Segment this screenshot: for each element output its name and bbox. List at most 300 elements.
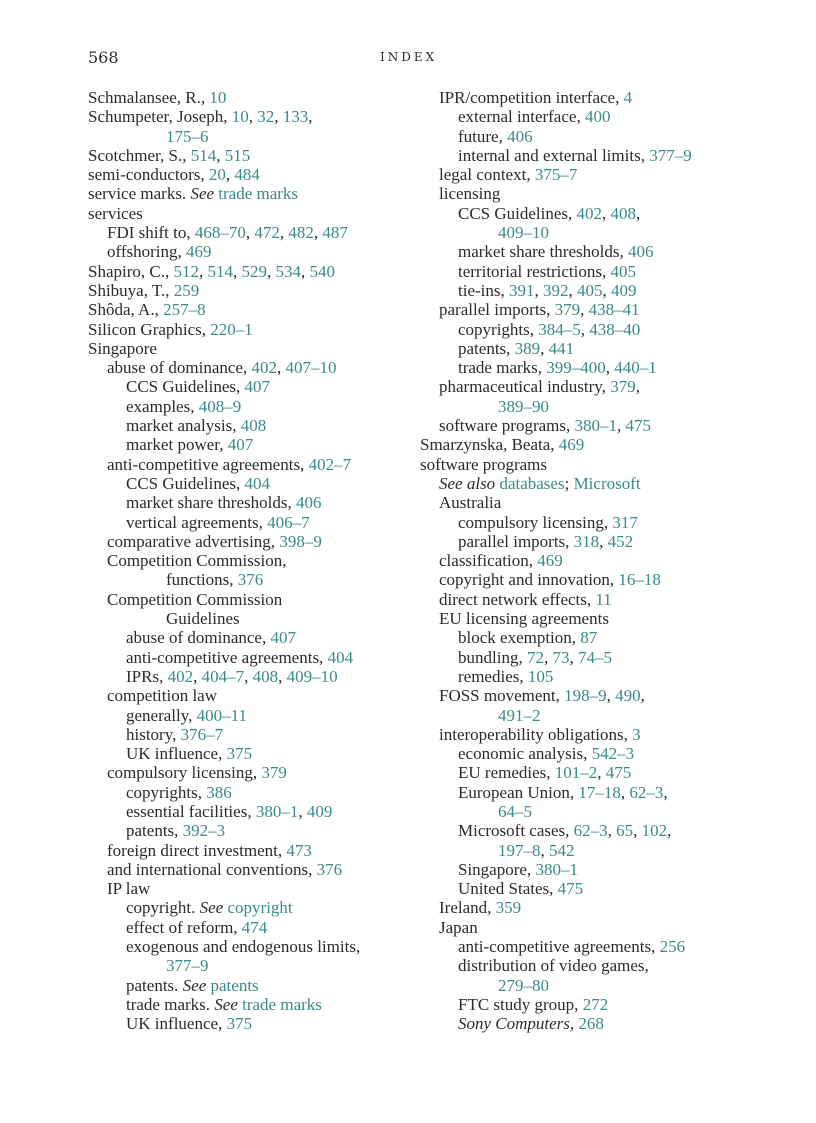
index-term: , [193, 666, 202, 686]
page-reference-link[interactable]: 377–9 [649, 145, 692, 165]
page-reference-link[interactable]: 72 [526, 647, 544, 667]
index-term: ; [564, 473, 574, 493]
index-subentry [420, 686, 750, 705]
index-subentry [88, 956, 418, 975]
page-reference-link[interactable]: 398–9 [279, 531, 322, 551]
page-reference-link[interactable]: 408 [610, 203, 637, 223]
page-reference-link[interactable]: 475 [625, 416, 651, 436]
index-entry [88, 300, 418, 319]
index-term: EU licensing agreements [439, 609, 609, 629]
index-term: copyrights, [458, 319, 539, 339]
page-reference-link[interactable]: 74–5 [577, 647, 612, 667]
index-subentry [420, 763, 750, 782]
index-term: , [605, 358, 615, 378]
index-subentry [88, 377, 418, 396]
index-term: , [580, 300, 589, 320]
index-term: patents, [126, 821, 183, 841]
page-reference-link[interactable]: 469 [558, 435, 585, 455]
index-term: Scotchmer, S., [88, 145, 191, 165]
index-entry [88, 107, 418, 126]
page-reference-link[interactable]: 490 [615, 686, 641, 706]
index-term: , [245, 223, 255, 243]
index-subentry [420, 300, 750, 319]
index-term: effect of reform, [126, 917, 242, 937]
index-term: patents. [126, 975, 183, 995]
index-subentry [420, 590, 750, 609]
index-term: , [617, 416, 626, 436]
page-reference-link[interactable]: 542–3 [591, 744, 635, 764]
page-reference-link[interactable]: 4 [623, 88, 633, 107]
index-term: , [606, 686, 616, 706]
page-reference-link[interactable]: 469 [537, 551, 563, 571]
index-term: UK influence, [126, 744, 227, 764]
index-term: market power, [126, 435, 228, 455]
index-term: , [308, 107, 313, 127]
index-term: , [620, 782, 630, 802]
page-reference-link[interactable]: 87 [580, 628, 598, 648]
page-reference-link[interactable]: 10 [231, 107, 249, 127]
index-subentry [420, 88, 750, 107]
index-term: copyright. [126, 898, 200, 918]
page-reference-link[interactable]: 491–2 [498, 705, 541, 725]
page-reference-link[interactable]: 408 [252, 666, 279, 686]
index-term: abuse of dominance, [107, 358, 252, 378]
index-term: , [543, 647, 553, 667]
page-number: 568 [88, 48, 119, 67]
page-reference-link[interactable]: 512 [173, 261, 199, 281]
index-subentry [88, 532, 418, 551]
index-subentry [420, 493, 750, 512]
index-subentry [420, 628, 750, 647]
page-reference-link[interactable]: 514 [190, 145, 217, 165]
index-column-right [420, 88, 750, 1034]
index-subentry [88, 995, 418, 1014]
index-term: copyrights, [126, 782, 207, 802]
index-term: anti-competitive agreements, [458, 937, 660, 957]
index-subentry [88, 821, 418, 840]
index-entry [88, 165, 418, 184]
index-subentry [420, 204, 750, 223]
index-subentry [420, 937, 750, 956]
page-header [88, 48, 728, 70]
index-term: compulsory licensing, [458, 512, 613, 532]
index-term: and international conventions, [107, 859, 317, 879]
page-reference-link[interactable]: 475 [605, 763, 632, 783]
index-term: classification, [439, 551, 538, 571]
page-reference-link[interactable]: 318 [573, 531, 600, 551]
index-term: FDI shift to, [107, 223, 195, 243]
index-subentry [88, 725, 418, 744]
index-subentry [88, 397, 418, 416]
page-reference-link[interactable]: 73 [552, 647, 570, 667]
page-reference-link[interactable]: 402 [251, 358, 277, 378]
page-reference-link[interactable]: 389–90 [498, 396, 549, 416]
index-subentry [88, 763, 418, 782]
page-reference-link[interactable]: 11 [595, 589, 612, 609]
index-subentry [88, 879, 418, 898]
index-term: , [279, 223, 289, 243]
index-subentry [420, 165, 750, 184]
page-reference-link[interactable]: 384–5 [538, 319, 581, 339]
index-subentry [88, 802, 418, 821]
index-term: service marks. [88, 184, 191, 204]
page-reference-link[interactable]: 484 [234, 165, 260, 185]
index-term: , [298, 801, 307, 821]
index-entry [88, 281, 418, 300]
page-reference-link[interactable]: 407 [270, 628, 296, 648]
index-term: , [599, 531, 608, 551]
index-term: , [597, 763, 606, 783]
index-term: functions, [166, 570, 238, 590]
page-reference-link[interactable]: 133 [282, 107, 309, 127]
index-term: , [568, 280, 577, 300]
page-reference-link[interactable]: 380–1 [255, 801, 299, 821]
page-reference-link[interactable]: 473 [286, 840, 312, 860]
page-reference-link[interactable]: 409 [611, 280, 637, 300]
page-reference-link[interactable]: 406 [627, 242, 654, 262]
page-reference-link[interactable]: 400 [584, 107, 611, 127]
index-term: FOSS movement, [439, 686, 565, 706]
page-reference-link[interactable]: 62–3 [629, 782, 664, 802]
index-subentry [88, 937, 418, 956]
page-reference-link[interactable]: 375 [226, 1014, 253, 1034]
page-reference-link[interactable]: 469 [186, 242, 212, 262]
page-reference-link[interactable]: 175–6 [166, 126, 209, 146]
index-subentry [88, 686, 418, 705]
index-entry [420, 435, 750, 454]
page-reference-link[interactable]: 515 [224, 145, 251, 165]
index-subentry [420, 976, 750, 995]
page-reference-link[interactable]: 220–1 [210, 319, 253, 339]
page-reference-link[interactable]: 407 [227, 435, 254, 455]
page-reference-link[interactable]: 452 [607, 531, 634, 551]
index-term: market analysis, [126, 416, 241, 436]
page-reference-link[interactable]: 379 [554, 300, 581, 320]
page-reference-link[interactable]: 472 [254, 223, 280, 243]
index-term: , [225, 165, 235, 185]
index-subentry [420, 474, 750, 493]
index-term: , [607, 821, 617, 841]
index-subentry [420, 146, 750, 165]
page-reference-link[interactable]: 409–10 [286, 666, 338, 686]
page-reference-link[interactable]: 487 [322, 223, 348, 243]
index-subentry [88, 841, 418, 860]
index-subentry [420, 744, 750, 763]
page-reference-link[interactable]: trade marks [242, 994, 322, 1014]
page-reference-link[interactable]: 375 [226, 744, 253, 764]
page-reference-link[interactable]: 272 [582, 994, 609, 1014]
index-term: block exemption, [458, 628, 581, 648]
index-term: legal context, [439, 165, 535, 185]
index-subentry [420, 1014, 750, 1033]
page-reference-link[interactable]: 391 [509, 280, 535, 300]
index-term: , [636, 203, 641, 223]
page-reference-link[interactable]: 407 [244, 377, 271, 397]
index-subentry [88, 590, 418, 609]
index-subentry [420, 339, 750, 358]
page-reference-link[interactable]: 529 [241, 261, 267, 281]
page-reference-link[interactable]: databases [499, 473, 565, 493]
index-term: comparative advertising, [107, 531, 280, 551]
page-reference-link[interactable]: 389 [514, 338, 541, 358]
index-term: , [663, 782, 668, 802]
index-term: examples, [126, 396, 199, 416]
index-term: , [534, 280, 543, 300]
index-term: , [602, 203, 611, 223]
page-reference-link[interactable]: 317 [612, 512, 638, 532]
cross-reference-label: Sony Computers [458, 1014, 570, 1034]
index-subentry [420, 320, 750, 339]
index-subentry [420, 879, 750, 898]
index-term: , [540, 840, 549, 860]
index-term: , [248, 107, 258, 127]
page-reference-link[interactable]: 65 [616, 821, 634, 841]
index-term: Japan [439, 917, 478, 937]
page-reference-link[interactable]: 10 [209, 88, 227, 107]
index-term: , [276, 358, 286, 378]
index-subentry [420, 513, 750, 532]
page-reference-link[interactable]: 405 [610, 261, 636, 281]
index-subentry [420, 242, 750, 261]
index-entry [420, 455, 750, 474]
cross-reference-label: See [182, 975, 207, 995]
page-reference-link[interactable]: 482 [288, 223, 314, 243]
index-term: IP law [107, 879, 151, 899]
page-reference-link[interactable]: 402–7 [308, 454, 352, 474]
index-term: interoperability obligations, [439, 724, 633, 744]
index-term: Schumpeter, Joseph, [88, 107, 232, 127]
index-term: FTC study group, [458, 994, 583, 1014]
page-reference-link[interactable]: 408–9 [198, 396, 242, 416]
page-reference-link[interactable]: 399–400 [546, 358, 606, 378]
index-term: trade marks, [458, 358, 547, 378]
page-reference-link[interactable]: 475 [557, 879, 584, 899]
page-reference-link[interactable]: 392 [543, 280, 569, 300]
page-reference-link[interactable]: 440–1 [614, 358, 657, 378]
index-term: , [266, 261, 276, 281]
index-term: copyright and innovation, [439, 570, 619, 590]
index-term: market share thresholds, [458, 242, 628, 262]
index-subentry [88, 860, 418, 879]
index-entry [88, 320, 418, 339]
index-subentry [420, 802, 750, 821]
index-subentry [420, 956, 750, 975]
page-reference-link[interactable]: 376 [316, 859, 343, 879]
index-subentry [88, 609, 418, 628]
index-term: Shôda, A., [88, 300, 164, 320]
index-subentry [420, 860, 750, 879]
cross-reference-label: See [214, 994, 238, 1014]
index-term: market share thresholds, [126, 493, 296, 513]
index-term: , [580, 319, 590, 339]
page-reference-link[interactable]: 409–10 [498, 223, 549, 243]
index-term: UK influence, [126, 1014, 227, 1034]
index-term: IPRs, [126, 666, 168, 686]
index-subentry [420, 609, 750, 628]
index-term: , [278, 666, 287, 686]
page-reference-link[interactable]: 406 [295, 493, 322, 513]
index-term: Competition Commission [107, 589, 283, 609]
index-entry [88, 339, 418, 358]
index-term: future, [458, 126, 508, 146]
index-entry [88, 184, 418, 203]
index-subentry [88, 570, 418, 589]
index-subentry [420, 184, 750, 203]
index-term: anti-competitive agreements, [126, 647, 328, 667]
page-reference-link[interactable]: 16–18 [618, 570, 661, 590]
page-reference-link[interactable]: 404 [327, 647, 354, 667]
index-term: generally, [126, 705, 197, 725]
page-reference-link[interactable]: 268 [578, 1014, 604, 1034]
index-term: Microsoft cases, [458, 821, 574, 841]
index-term: EU remedies, [458, 763, 555, 783]
index-subentry [420, 281, 750, 300]
index-term: CCS Guidelines, [126, 377, 245, 397]
index-subentry [88, 667, 418, 686]
index-term: foreign direct investment, [107, 840, 287, 860]
index-term: Guidelines [166, 609, 240, 629]
page-reference-link[interactable]: 20 [208, 165, 226, 185]
page-reference-link[interactable]: 405 [577, 280, 603, 300]
page-reference-link[interactable]: 256 [659, 937, 686, 957]
index-term: trade marks. [126, 994, 215, 1014]
index-term: , [300, 261, 310, 281]
page-reference-link[interactable]: 386 [206, 782, 232, 802]
index-subentry [88, 474, 418, 493]
page-reference-link[interactable]: 197–8 [498, 840, 541, 860]
index-term: compulsory licensing, [107, 763, 262, 783]
index-term: direct network effects, [439, 589, 596, 609]
page-reference-link[interactable]: 380–1 [574, 416, 617, 436]
page-reference-link[interactable]: 404–7 [201, 666, 245, 686]
page-reference-link[interactable]: 392–3 [182, 821, 226, 841]
page-reference-link[interactable]: 404 [244, 473, 271, 493]
page-reference-link[interactable]: 379 [261, 763, 287, 783]
index-term: United States, [458, 879, 558, 899]
index-subentry [88, 918, 418, 937]
page-reference-link[interactable]: 279–80 [498, 975, 549, 995]
page-reference-link[interactable]: 259 [173, 280, 200, 300]
page-reference-link[interactable]: patents [210, 975, 259, 995]
index-term: , [232, 261, 242, 281]
index-subentry [88, 493, 418, 512]
page-reference-link[interactable]: 102 [641, 821, 668, 841]
index-term: abuse of dominance, [126, 628, 271, 648]
page-reference-link[interactable]: trade marks [218, 184, 299, 204]
cross-reference-label: See [190, 184, 215, 204]
index-term: Silicon Graphics, [88, 319, 211, 339]
page-reference-link[interactable]: 406 [507, 126, 533, 146]
page-reference-link[interactable]: 438–41 [588, 300, 640, 320]
index-term: software programs, [439, 416, 575, 436]
index-term: Schmalansee, R., [88, 88, 210, 107]
index-term: essential facilities, [126, 801, 256, 821]
index-term: external interface, [458, 107, 585, 127]
page-reference-link[interactable]: 375–7 [534, 165, 578, 185]
index-term: distribution of video games, [458, 956, 649, 976]
page-reference-link[interactable]: 402 [167, 666, 194, 686]
index-subentry [420, 706, 750, 725]
page-reference-link[interactable]: 400–11 [196, 705, 248, 725]
index-subentry [88, 976, 418, 995]
index-subentry [420, 918, 750, 937]
index-term: , [635, 377, 640, 397]
page-reference-link[interactable]: 3 [632, 724, 641, 744]
index-term: history, [126, 724, 181, 744]
page-reference-link[interactable]: 402 [576, 203, 603, 223]
index-entry [88, 146, 418, 165]
index-subentry [420, 532, 750, 551]
index-subentry [420, 841, 750, 860]
page-reference-link[interactable]: Microsoft [573, 473, 641, 493]
page-reference-link[interactable]: 379 [610, 377, 636, 397]
index-subentry [88, 551, 418, 570]
page-reference-link[interactable]: 198–9 [564, 686, 607, 706]
index-term: , [198, 261, 208, 281]
page-reference-link[interactable]: 62–3 [573, 821, 608, 841]
page-reference-link[interactable]: 409 [306, 801, 333, 821]
page-reference-link[interactable]: 474 [241, 917, 268, 937]
index-subentry [420, 358, 750, 377]
index-term: European Union, [458, 782, 579, 802]
running-head: INDEX [380, 50, 438, 64]
page-reference-link[interactable]: 32 [257, 107, 275, 127]
page-reference-link[interactable]: 407–10 [285, 358, 337, 378]
index-term: CCS Guidelines, [458, 203, 577, 223]
page-reference-link[interactable]: 359 [495, 898, 522, 918]
page-reference-link[interactable]: 377–9 [166, 956, 209, 976]
page-reference-link[interactable]: 540 [309, 261, 335, 281]
index-entry [88, 204, 418, 223]
index-term: , [569, 647, 578, 667]
page-reference-link[interactable]: 406–7 [267, 512, 310, 532]
page-reference-link[interactable]: 101–2 [554, 763, 598, 783]
page-reference-link[interactable]: 408 [240, 416, 267, 436]
page-reference-link[interactable]: 542 [549, 840, 575, 860]
index-subentry [88, 1014, 418, 1033]
page-reference-link[interactable]: 376 [237, 570, 264, 590]
page-reference-link[interactable]: 64–5 [498, 801, 532, 821]
index-term: , [667, 821, 672, 841]
index-subentry [88, 628, 418, 647]
page-reference-link[interactable]: 441 [548, 338, 575, 358]
page-reference-link[interactable]: 105 [527, 666, 554, 686]
page-reference-link[interactable]: copyright [227, 898, 293, 918]
index-subentry [88, 435, 418, 454]
index-term: patents, [458, 338, 515, 358]
page-reference-link[interactable]: 468–70 [194, 223, 246, 243]
page-reference-link[interactable]: 514 [207, 261, 233, 281]
index-term: vertical agreements, [126, 512, 268, 532]
page-reference-link[interactable]: 17–18 [578, 782, 621, 802]
index-term: , [633, 821, 642, 841]
page-reference-link[interactable]: 380–1 [535, 859, 578, 879]
index-term: offshoring, [107, 242, 187, 262]
index-subentry [420, 377, 750, 396]
index-entry [88, 262, 418, 281]
page-reference-link[interactable]: 257–8 [163, 300, 206, 320]
index-term: territorial restrictions, [458, 261, 611, 281]
page-reference-link[interactable]: 376–7 [180, 724, 224, 744]
index-term: , [274, 107, 283, 127]
index-term: economic analysis, [458, 744, 592, 764]
index-subentry [420, 223, 750, 242]
page-reference-link[interactable]: 534 [275, 261, 301, 281]
index-term: anti-competitive agreements, [107, 454, 309, 474]
page-reference-link[interactable]: 438–40 [589, 319, 641, 339]
index-term: pharmaceutical industry, [439, 377, 611, 397]
index-entry [88, 88, 418, 107]
